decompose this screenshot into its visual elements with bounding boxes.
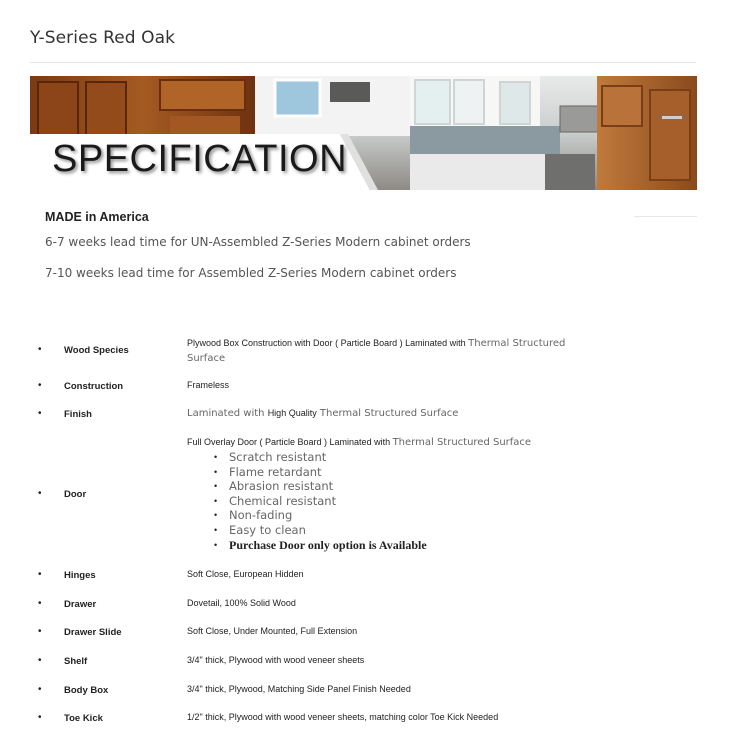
spec-label: Body Box — [64, 685, 109, 696]
spec-value: Frameless — [187, 380, 230, 390]
door-only-note: Purchase Door only option is Available — [229, 538, 427, 552]
feature-bullet: • — [214, 452, 218, 462]
spec-label: Toe Kick — [64, 713, 103, 724]
feature-bullet: • — [214, 481, 218, 491]
feature-bullet: • — [214, 540, 218, 550]
bullet: • — [38, 712, 42, 723]
specification-banner — [30, 76, 697, 190]
feature-bullet: • — [214, 496, 218, 506]
section-divider — [634, 216, 697, 217]
spec-label: Finish — [64, 409, 92, 420]
bullet: • — [38, 655, 42, 666]
spec-label: Door — [64, 489, 87, 500]
banner-heading: SPECIFICATION — [52, 138, 348, 180]
feature-bullet: • — [214, 467, 218, 477]
door-feature: Easy to clean — [229, 523, 306, 537]
door-feature: Chemical resistant — [229, 494, 337, 508]
spec-label: Wood Species — [64, 345, 129, 356]
spec-value: Soft Close, European Hidden — [187, 569, 304, 579]
door-feature: Scratch resistant — [229, 450, 327, 464]
spec-value: 3/4" thick, Plywood, Matching Side Panel Finish Needed — [187, 684, 411, 694]
bullet: • — [38, 488, 42, 499]
bullet: • — [38, 598, 42, 609]
made-in-america: MADE in America — [45, 210, 149, 224]
spec-label: Hinges — [64, 570, 96, 581]
spec-value: Full Overlay Door ( Particle Board ) Laminated with Thermal Structured Surface — [187, 437, 532, 448]
spec-value: Laminated with High Quality Thermal Structured Surface — [187, 408, 459, 419]
bullet: • — [38, 684, 42, 695]
spec-value: Plywood Box Construction with Door ( Particle Board ) Laminated with Thermal Structured Surface — [187, 338, 566, 364]
spec-label: Drawer Slide — [64, 627, 122, 638]
feature-bullet: • — [214, 525, 218, 535]
lead-time-assembled: 7-10 weeks lead time for Assembled Z-Series Modern cabinet orders — [45, 266, 457, 280]
spec-label: Shelf — [64, 656, 88, 667]
bullet: • — [38, 380, 42, 391]
spec-value: Soft Close, Under Mounted, Full Extension — [187, 626, 358, 636]
door-feature: Non-fading — [229, 508, 293, 522]
bullet: • — [38, 344, 42, 355]
spec-label: Drawer — [64, 599, 97, 610]
bullet: • — [38, 569, 42, 580]
spec-value: 1/2" thick, Plywood with wood veneer sheets, matching color Toe Kick Needed — [187, 712, 499, 722]
page-title: Y-Series Red Oak — [30, 28, 176, 48]
door-feature: Abrasion resistant — [229, 479, 334, 493]
bullet: • — [38, 626, 42, 637]
spec-value: Dovetail, 100% Solid Wood — [187, 598, 296, 608]
lead-time-unassembled: 6-7 weeks lead time for UN-Assembled Z-Series Modern cabinet orders — [45, 235, 471, 249]
door-feature: Flame retardant — [229, 465, 322, 479]
bullet: • — [38, 408, 42, 419]
spec-value: 3/4" thick, Plywood with wood veneer sheets — [187, 655, 365, 665]
feature-bullet: • — [214, 510, 218, 520]
spec-label: Construction — [64, 381, 124, 392]
title-divider — [30, 62, 696, 63]
